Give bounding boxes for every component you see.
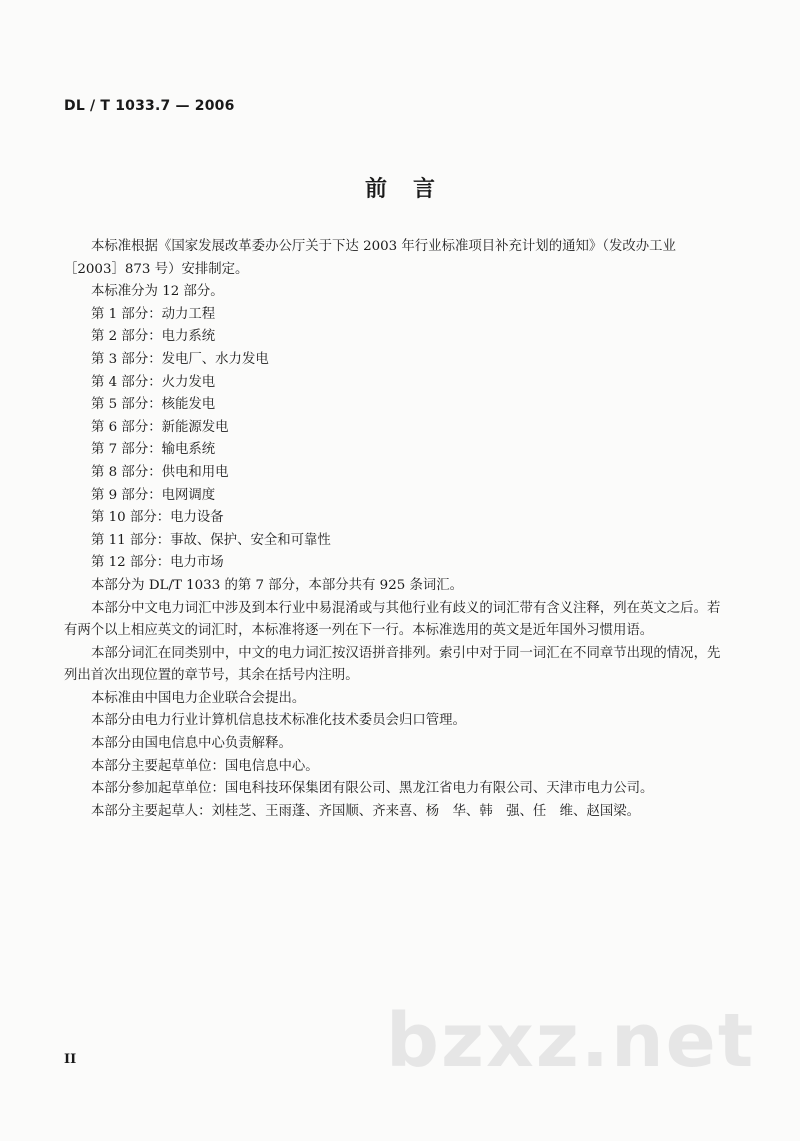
part-item: 第 1 部分：动力工程 — [91, 306, 216, 322]
paragraph-annotation: 本部分中文电力词汇中涉及到本行业中易混淆或与其他行业有歧义的词汇带有含义注释，列在英文之后。若有两个以上相应英文的词汇时，本标准将逐一列在下一行。本标准选用的英文是近年国外习惯用语。 — [64, 600, 721, 639]
part-item: 第 9 部分：电网调度 — [91, 487, 216, 503]
part-item: 第 6 部分：新能源发电 — [91, 419, 229, 435]
page-title: 前言 — [364, 177, 461, 202]
page-number: II — [64, 1052, 77, 1067]
foreword-body — [64, 236, 724, 823]
part-item: 第 4 部分：火力发电 — [91, 374, 216, 390]
part-item: 第 2 部分：电力系统 — [91, 329, 216, 345]
part-item: 第 11 部分：事故、保护、安全和可靠性 — [91, 532, 331, 548]
paragraph-proposer: 本标准由中国电力企业联合会提出。 — [91, 690, 306, 706]
paragraph-basis: 本标准根据《国家发展改革委办公厅关于下达 2003 年行业标准项目补充计划的通知》（发改办工业［2003］873 号）安排制定。 — [64, 239, 676, 277]
part-item: 第 5 部分：核能发电 — [91, 397, 216, 413]
paragraph-ordering: 本部分词汇在同类别中，中文的电力词汇按汉语拼音排列。索引中对于同一词汇在不同章节出现的情况，先列出首次出现位置的章节号，其余在括号内注明。 — [64, 645, 721, 684]
watermark: bzxz.net — [386, 998, 756, 1084]
standard-code: DL / T 1033.7 — 2006 — [64, 98, 235, 114]
part-item: 第 12 部分：电力市场 — [91, 555, 224, 571]
paragraph-scope: 本部分为 DL/T 1033 的第 7 部分，本部分共有 925 条词汇。 — [91, 577, 464, 593]
part-item: 第 3 部分：发电厂、水力发电 — [91, 351, 269, 367]
paragraph-participants: 本部分参加起草单位：国电科技环保集团有限公司、黑龙江省电力有限公司、天津市电力公司。 — [91, 781, 654, 797]
paragraph-interpretation: 本部分由国电信息中心负责解释。 — [91, 736, 292, 752]
paragraph-administration: 本部分由电力行业计算机信息技术标准化技术委员会归口管理。 — [91, 713, 466, 729]
part-item: 第 8 部分：供电和用电 — [91, 464, 229, 480]
paragraph-authors: 本部分主要起草人：刘桂芝、王雨蓬、齐国顺、齐来喜、杨 华、韩 强、任 维、赵国梁。 — [91, 803, 641, 819]
part-item: 第 7 部分：输电系统 — [91, 442, 216, 458]
paragraph-main-drafter: 本部分主要起草单位：国电信息中心。 — [91, 758, 319, 774]
paragraph-parts-count: 本标准分为 12 部分。 — [91, 284, 224, 300]
part-item: 第 10 部分：电力设备 — [91, 510, 224, 526]
